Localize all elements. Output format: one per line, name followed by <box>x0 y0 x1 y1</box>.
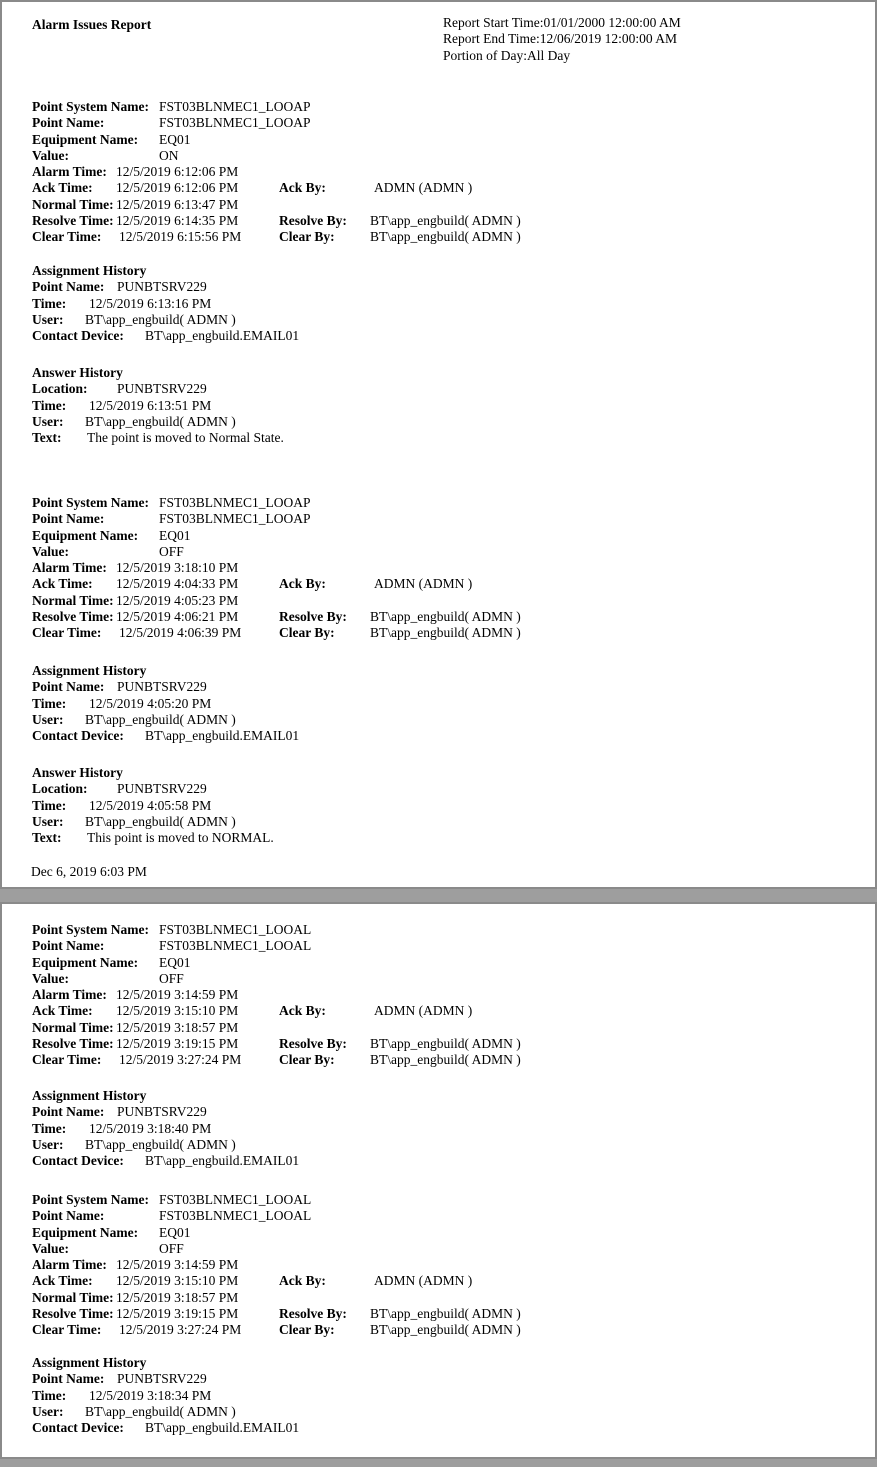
field-value: 12/5/2019 3:14:59 PM <box>116 1257 239 1273</box>
report-line <box>2 1420 873 1436</box>
field-label: Value: <box>32 970 70 986</box>
field-label: Alarm Time: <box>32 560 107 576</box>
report-line <box>2 365 873 381</box>
report-line <box>2 1208 873 1224</box>
report-line <box>2 609 873 625</box>
field-label: Location: <box>32 381 88 397</box>
report-line <box>2 781 873 797</box>
field-label: Point System Name: <box>32 922 149 937</box>
field-label: Time: <box>32 1387 67 1403</box>
report-line <box>2 938 873 954</box>
report-line <box>2 1322 873 1338</box>
field-label: Contact Device: <box>32 1153 124 1169</box>
field-value: BT\app_engbuild.EMAIL01 <box>145 728 300 744</box>
field-value: PUNBTSRV229 <box>117 781 207 797</box>
report-line <box>2 765 873 781</box>
report-line <box>2 987 873 1003</box>
point-record <box>2 1192 873 1339</box>
field-label: Contact Device: <box>32 728 124 744</box>
field-label: Contact Device: <box>32 328 124 344</box>
field-value: PUNBTSRV229 <box>117 1104 207 1120</box>
field-label: Point Name: <box>32 1371 105 1387</box>
report-line <box>2 414 873 430</box>
field-label: Alarm Time: <box>32 987 107 1003</box>
report-line <box>2 1121 873 1137</box>
field-value: ADMN (ADMN ) <box>374 1003 473 1019</box>
field-value: 12/5/2019 3:15:10 PM <box>116 1273 239 1289</box>
field-value: 12/5/2019 6:15:56 PM <box>119 229 242 245</box>
section-heading: Assignment History <box>32 263 147 278</box>
field-label: Normal Time: <box>32 1019 114 1035</box>
report-end-time: Report End Time:12/06/2019 12:00:00 AM <box>443 31 678 47</box>
field-value: 12/5/2019 4:06:39 PM <box>119 625 242 641</box>
report-line <box>2 99 873 115</box>
section-heading: Assignment History <box>32 1355 147 1370</box>
field-value: The point is moved to Normal State. <box>87 430 284 446</box>
report-line <box>2 593 873 609</box>
field-value: FST03BLNMEC1_LOOAP <box>159 99 311 114</box>
field-value: FST03BLNMEC1_LOOAL <box>159 922 312 937</box>
field-label: Resolve By: <box>279 213 347 229</box>
assignment-history <box>2 1088 873 1169</box>
field-value: BT\app_engbuild( ADMN ) <box>370 1036 521 1052</box>
report-line <box>2 398 873 414</box>
field-value: FST03BLNMEC1_LOOAP <box>159 115 311 131</box>
field-value: 12/5/2019 6:12:06 PM <box>116 180 239 196</box>
field-value: BT\app_engbuild( ADMN ) <box>370 609 521 625</box>
report-line <box>2 679 873 695</box>
field-value: 12/5/2019 6:13:47 PM <box>116 196 239 212</box>
field-value: BT\app_engbuild.EMAIL01 <box>145 328 300 344</box>
field-value: BT\app_engbuild( ADMN ) <box>370 1052 521 1068</box>
field-label: Resolve By: <box>279 1036 347 1052</box>
field-label: Normal Time: <box>32 196 114 212</box>
report-line <box>2 1088 873 1104</box>
field-value: OFF <box>159 1240 184 1256</box>
field-label: Equipment Name: <box>32 527 139 543</box>
report-line <box>2 712 873 728</box>
field-value: BT\app_engbuild( ADMN ) <box>85 1403 236 1419</box>
field-value: BT\app_engbuild( ADMN ) <box>85 413 236 429</box>
report-line <box>2 1306 873 1322</box>
field-value: ON <box>159 147 179 163</box>
field-value: 12/5/2019 3:19:15 PM <box>116 1036 239 1052</box>
field-value: 12/5/2019 3:18:57 PM <box>116 1019 239 1035</box>
report-line <box>2 971 873 987</box>
report-line <box>2 560 873 576</box>
report-line <box>2 1020 873 1036</box>
field-label: Resolve Time: <box>32 1306 114 1322</box>
field-label: Resolve Time: <box>32 1036 114 1052</box>
field-label: Value: <box>32 543 70 559</box>
field-label: Location: <box>32 781 88 797</box>
field-label: User: <box>32 1136 64 1152</box>
point-record <box>2 495 873 642</box>
field-value: PUNBTSRV229 <box>117 381 207 397</box>
field-label: Clear Time: <box>32 229 102 245</box>
field-value: 12/5/2019 4:05:58 PM <box>89 797 212 813</box>
field-label: Clear Time: <box>32 1322 102 1338</box>
report-line <box>2 798 873 814</box>
assignment-history <box>2 263 873 344</box>
field-value: FST03BLNMEC1_LOOAP <box>159 495 311 510</box>
field-value: BT\app_engbuild.EMAIL01 <box>145 1420 300 1436</box>
field-value: FST03BLNMEC1_LOOAL <box>159 1208 312 1224</box>
field-label: Normal Time: <box>32 1289 114 1305</box>
field-label: Time: <box>32 1120 67 1136</box>
field-label: User: <box>32 1403 64 1419</box>
field-label: Clear Time: <box>32 625 102 641</box>
report-line <box>2 1273 873 1289</box>
section-heading: Assignment History <box>32 1088 147 1103</box>
field-value: BT\app_engbuild( ADMN ) <box>370 1322 521 1338</box>
field-value: 12/5/2019 3:27:24 PM <box>119 1052 242 1068</box>
report-line <box>2 625 873 641</box>
report-line <box>2 1192 873 1208</box>
report-line <box>2 1241 873 1257</box>
field-label: Value: <box>32 1240 70 1256</box>
report-line <box>2 164 873 180</box>
field-label: Normal Time: <box>32 592 114 608</box>
report-line <box>2 229 873 245</box>
report-line <box>2 1036 873 1052</box>
field-value: 12/5/2019 4:04:33 PM <box>116 576 239 592</box>
field-value: ADMN (ADMN ) <box>374 576 473 592</box>
field-label: Equipment Name: <box>32 954 139 970</box>
field-label: Time: <box>32 695 67 711</box>
field-value: OFF <box>159 970 184 986</box>
field-value: This point is moved to NORMAL. <box>87 830 274 846</box>
report-line <box>2 1104 873 1120</box>
field-value: BT\app_engbuild.EMAIL01 <box>145 1153 300 1169</box>
section-heading: Answer History <box>32 365 123 380</box>
report-line <box>2 213 873 229</box>
field-value: OFF <box>159 543 184 559</box>
field-value: 12/5/2019 3:19:15 PM <box>116 1306 239 1322</box>
field-label: Ack By: <box>279 1273 326 1289</box>
report-line <box>2 528 873 544</box>
field-value: PUNBTSRV229 <box>117 679 207 695</box>
report-line <box>2 328 873 344</box>
field-label: Resolve By: <box>279 1306 347 1322</box>
field-value: PUNBTSRV229 <box>117 1371 207 1387</box>
field-value: 12/5/2019 3:18:40 PM <box>89 1120 212 1136</box>
report-line <box>2 1257 873 1273</box>
field-label: Equipment Name: <box>32 1224 139 1240</box>
field-value: 12/5/2019 3:18:34 PM <box>89 1387 212 1403</box>
field-value: 12/5/2019 6:14:35 PM <box>116 213 239 229</box>
field-value: 12/5/2019 6:13:51 PM <box>89 397 212 413</box>
field-value: 12/5/2019 3:27:24 PM <box>119 1322 242 1338</box>
section-heading: Assignment History <box>32 663 147 678</box>
report-line <box>2 115 873 131</box>
field-label: Alarm Time: <box>32 164 107 180</box>
report-line <box>2 1404 873 1420</box>
report-line <box>2 132 873 148</box>
field-value: BT\app_engbuild( ADMN ) <box>85 711 236 727</box>
point-record <box>2 99 873 246</box>
field-label: Point Name: <box>32 511 105 527</box>
report-generated-timestamp: Dec 6, 2019 6:03 PM <box>31 864 147 879</box>
portion-of-day: Portion of Day:All Day <box>443 47 571 63</box>
report-line <box>2 1153 873 1169</box>
field-label: Ack Time: <box>32 576 93 592</box>
field-value: PUNBTSRV229 <box>117 279 207 295</box>
report-line <box>2 312 873 328</box>
point-record <box>2 922 873 1069</box>
field-value: 12/5/2019 3:15:10 PM <box>116 1003 239 1019</box>
field-label: Ack By: <box>279 180 326 196</box>
field-label: Point System Name: <box>32 495 149 510</box>
report-line <box>2 263 873 279</box>
report-line <box>2 1355 873 1371</box>
field-label: Clear By: <box>279 229 335 245</box>
field-label: Clear Time: <box>32 1052 102 1068</box>
field-value: EQ01 <box>159 1224 191 1240</box>
report-line <box>2 148 873 164</box>
field-value: EQ01 <box>159 131 191 147</box>
field-label: Clear By: <box>279 1322 335 1338</box>
report-line <box>2 296 873 312</box>
field-label: User: <box>32 711 64 727</box>
field-label: Point Name: <box>32 679 105 695</box>
field-value: FST03BLNMEC1_LOOAL <box>159 938 312 954</box>
field-value: FST03BLNMEC1_LOOAP <box>159 511 311 527</box>
field-value: ADMN (ADMN ) <box>374 180 473 196</box>
field-label: Time: <box>32 295 67 311</box>
field-label: Equipment Name: <box>32 131 139 147</box>
field-value: BT\app_engbuild( ADMN ) <box>85 1136 236 1152</box>
field-value: BT\app_engbuild( ADMN ) <box>85 813 236 829</box>
report-line <box>2 1137 873 1153</box>
report-line <box>2 279 873 295</box>
field-label: Point Name: <box>32 1104 105 1120</box>
field-value: EQ01 <box>159 527 191 543</box>
field-value: ADMN (ADMN ) <box>374 1273 473 1289</box>
report-line <box>2 381 873 397</box>
report-line <box>2 1388 873 1404</box>
field-label: Resolve By: <box>279 609 347 625</box>
field-label: Contact Device: <box>32 1420 124 1436</box>
report-line <box>2 1371 873 1387</box>
field-value: BT\app_engbuild( ADMN ) <box>370 625 521 641</box>
report-line <box>2 430 873 446</box>
report-line <box>2 1003 873 1019</box>
field-value: 12/5/2019 3:14:59 PM <box>116 987 239 1003</box>
field-label: Clear By: <box>279 625 335 641</box>
field-label: User: <box>32 311 64 327</box>
report-line <box>2 197 873 213</box>
field-value: BT\app_engbuild( ADMN ) <box>370 1306 521 1322</box>
field-value: 12/5/2019 3:18:57 PM <box>116 1289 239 1305</box>
section-heading: Answer History <box>32 765 123 780</box>
report-line <box>2 576 873 592</box>
answer-history <box>2 365 873 446</box>
report-line <box>2 663 873 679</box>
report-line <box>2 1052 873 1068</box>
report-line <box>2 955 873 971</box>
field-label: Time: <box>32 797 67 813</box>
field-value: FST03BLNMEC1_LOOAL <box>159 1192 312 1207</box>
field-label: User: <box>32 813 64 829</box>
field-label: Ack By: <box>279 1003 326 1019</box>
report-line <box>2 728 873 744</box>
field-label: Value: <box>32 147 70 163</box>
field-label: Ack By: <box>279 576 326 592</box>
field-label: Ack Time: <box>32 1003 93 1019</box>
field-label: Point Name: <box>32 1208 105 1224</box>
field-label: Resolve Time: <box>32 213 114 229</box>
field-value: 12/5/2019 4:05:20 PM <box>89 695 212 711</box>
field-label: User: <box>32 413 64 429</box>
report-line <box>2 544 873 560</box>
field-label: Clear By: <box>279 1052 335 1068</box>
answer-history <box>2 765 873 846</box>
report-page-2 <box>0 902 877 1459</box>
report-line <box>2 1225 873 1241</box>
report-header-info <box>443 15 681 64</box>
report-line <box>2 814 873 830</box>
assignment-history <box>2 663 873 744</box>
field-label: Point Name: <box>32 279 105 295</box>
field-value: 12/5/2019 4:05:23 PM <box>116 592 239 608</box>
field-label: Alarm Time: <box>32 1257 107 1273</box>
field-label: Resolve Time: <box>32 609 114 625</box>
field-label: Time: <box>32 397 67 413</box>
field-label: Text: <box>32 430 62 446</box>
field-label: Text: <box>32 830 62 846</box>
report-line <box>2 922 873 938</box>
report-line <box>2 495 873 511</box>
field-value: BT\app_engbuild( ADMN ) <box>370 213 521 229</box>
field-label: Point Name: <box>32 115 105 131</box>
report-line <box>2 1290 873 1306</box>
report-line <box>2 830 873 846</box>
field-value: 12/5/2019 3:18:10 PM <box>116 560 239 576</box>
report-title: Alarm Issues Report <box>32 17 152 32</box>
field-value: 12/5/2019 6:13:16 PM <box>89 295 212 311</box>
assignment-history <box>2 1355 873 1436</box>
field-value: BT\app_engbuild( ADMN ) <box>370 229 521 245</box>
report-line <box>2 180 873 196</box>
report-start-time: Report Start Time:01/01/2000 12:00:00 AM <box>443 15 681 30</box>
report-line <box>2 511 873 527</box>
field-label: Point Name: <box>32 938 105 954</box>
field-value: 12/5/2019 6:12:06 PM <box>116 164 239 180</box>
field-label: Point System Name: <box>32 99 149 114</box>
field-value: BT\app_engbuild( ADMN ) <box>85 311 236 327</box>
field-label: Ack Time: <box>32 1273 93 1289</box>
field-label: Ack Time: <box>32 180 93 196</box>
field-value: EQ01 <box>159 954 191 970</box>
field-label: Point System Name: <box>32 1192 149 1207</box>
report-line <box>2 696 873 712</box>
field-value: 12/5/2019 4:06:21 PM <box>116 609 239 625</box>
